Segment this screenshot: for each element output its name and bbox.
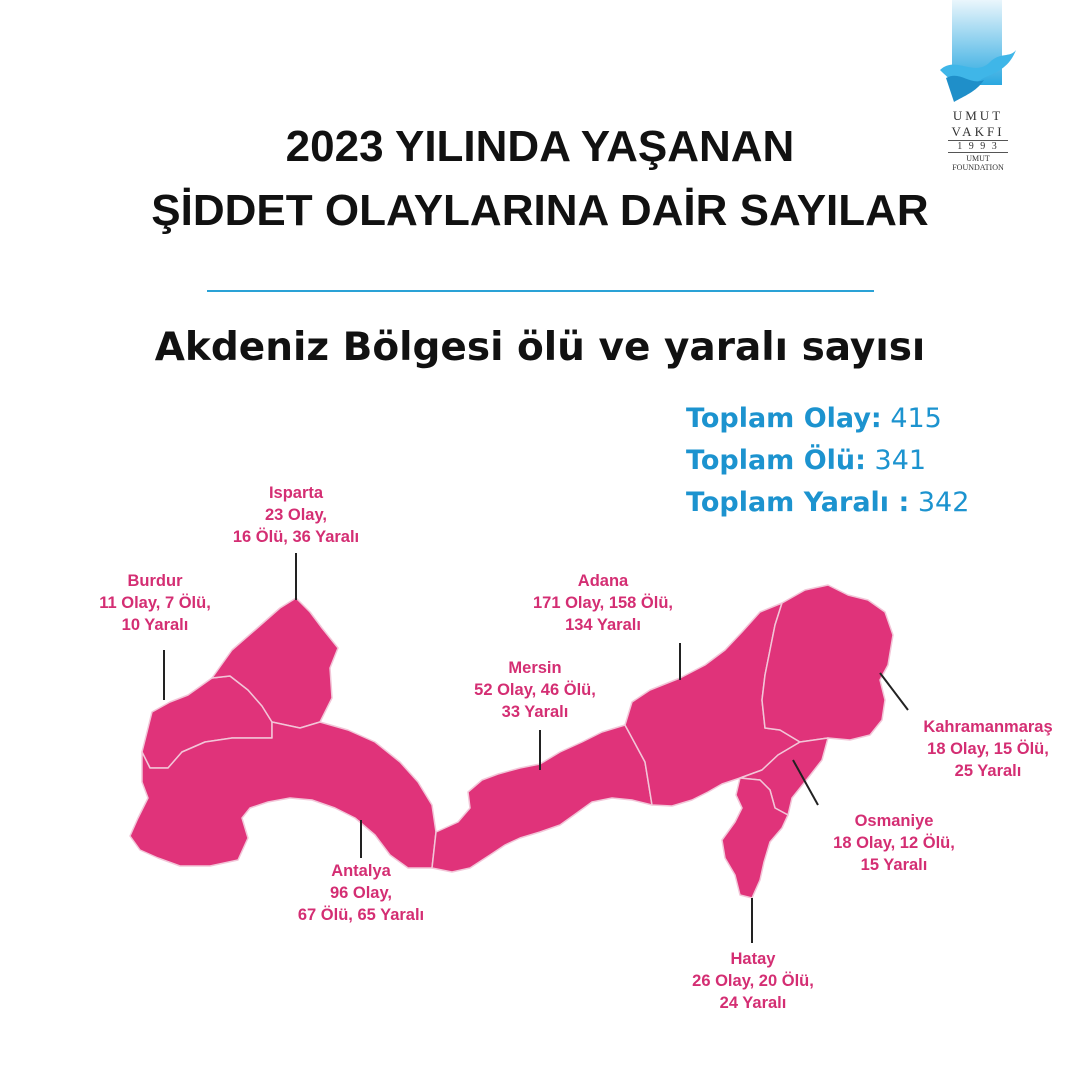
- label-antalya-casualties: 67 Ölü, 65 Yaralı: [297, 906, 425, 924]
- label-osmaniye-casualties: 15 Yaralı: [860, 856, 928, 874]
- label-hatay: [665, 948, 841, 1014]
- province-mersin: [432, 725, 652, 872]
- label-osmaniye-name: Osmaniye: [854, 812, 934, 830]
- logo-year: 1 9 9 3: [948, 140, 1008, 153]
- label-burdur-name: Burdur: [127, 572, 183, 590]
- label-mersin: [435, 657, 635, 723]
- label-antalya-name: Antalya: [331, 862, 391, 880]
- label-kahramanmaras-name: Kahramanmaraş: [923, 718, 1053, 736]
- total-injured-value: 342: [917, 487, 970, 518]
- label-hatay-events: 26 Olay, 20 Ölü,: [692, 972, 814, 990]
- total-injured-label: Toplam Yaralı :: [686, 487, 910, 518]
- label-osmaniye-events: 18 Olay, 12 Ölü,: [833, 834, 955, 852]
- total-deaths-value: 341: [874, 445, 927, 476]
- logo-line-foundation: FOUNDATION: [952, 163, 1004, 172]
- page-subtitle: Akdeniz Bölgesi ölü ve yaralı sayısı: [154, 325, 926, 370]
- page-title-line-1: 2023 YILINDA YAŞANAN: [285, 122, 795, 171]
- logo-line-umut: UMUT: [952, 108, 1004, 123]
- label-kahramanmaras-events: 18 Olay, 15 Ölü,: [927, 740, 1049, 758]
- total-deaths-label: Toplam Ölü:: [686, 445, 866, 476]
- label-mersin-events: 52 Olay, 46 Ölü,: [474, 681, 596, 699]
- label-isparta-events: 23 Olay,: [264, 506, 328, 524]
- label-isparta-casualties: 16 Ölü, 36 Yaralı: [232, 528, 360, 546]
- logo-line-umut-en: UMUT: [966, 154, 990, 163]
- label-kahramanmaras: [900, 716, 1076, 782]
- label-adana-events: 171 Olay, 158 Ölü,: [532, 594, 674, 612]
- label-isparta: [196, 482, 396, 548]
- label-hatay-casualties: 24 Yaralı: [719, 994, 787, 1012]
- label-isparta-name: Isparta: [268, 484, 324, 502]
- label-burdur-casualties: 10 Yaralı: [121, 616, 189, 634]
- label-adana-casualties: 134 Yaralı: [565, 616, 641, 634]
- label-hatay-name: Hatay: [730, 950, 776, 968]
- province-kahramanmaras: [762, 585, 893, 742]
- label-adana-name: Adana: [577, 572, 629, 590]
- logo-line-vakfi: VAKFI: [951, 124, 1005, 139]
- label-antalya: [261, 860, 461, 926]
- label-kahramanmaras-casualties: 25 Yaralı: [954, 762, 1022, 780]
- label-antalya-events: 96 Olay,: [329, 884, 393, 902]
- total-events-value: 415: [890, 403, 942, 434]
- label-mersin-casualties: 33 Yaralı: [501, 703, 569, 721]
- label-mersin-name: Mersin: [508, 659, 562, 677]
- total-events-label: Toplam Olay:: [686, 403, 882, 434]
- label-osmaniye: [806, 810, 982, 876]
- page-title-line-2: ŞİDDET OLAYLARINA DAİR SAYILAR: [151, 186, 929, 235]
- label-burdur: [75, 570, 235, 636]
- label-adana: [478, 570, 728, 636]
- label-burdur-events: 11 Olay, 7 Ölü,: [99, 594, 211, 612]
